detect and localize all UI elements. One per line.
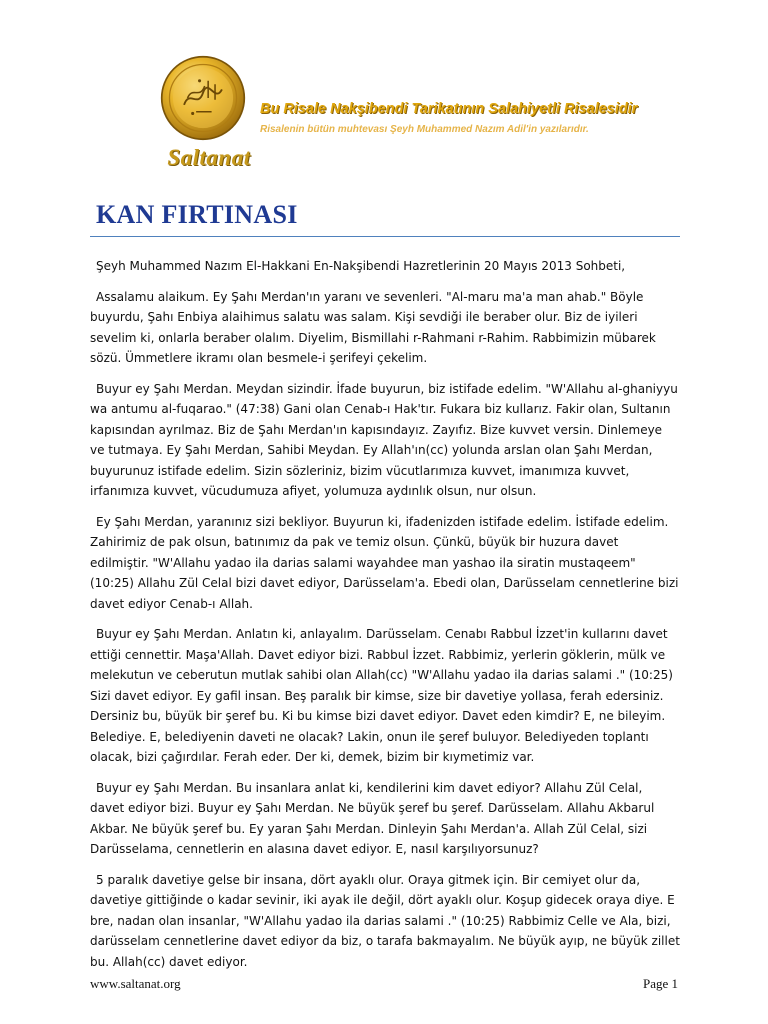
- saltanat-seal-icon: [160, 55, 246, 141]
- page-number: Page 1: [642, 976, 678, 991]
- header-tagline: Bu Risale Nakşibendi Tarikatının Salahiyetli Risalesidir: [260, 101, 638, 117]
- article-body: [90, 256, 680, 982]
- article-paragraph: Ey Şahı Merdan, yaranınız sizi bekliyor. Buyurun ki, ifadenizden istifade edelim. İstifade edelim. Zahirimiz de pak olsun, batınımız da pak ve temiz olsun. Çünkü, büyük bir huzura davet edilmiştir. "W'Allahu yadao ila darias salami wayahdee man yashao ila siratin mustaqeem" (10:25) Allahu Zül Celal bizi davet ediyor, Darüsselam'a. Ebedi olan, Darüsselam cennetlerine bizi davet ediyor Cenab-ı Allah.: [90, 514, 679, 611]
- article-title: KAN FIRTINASI: [96, 200, 298, 229]
- title-divider: [90, 236, 680, 237]
- article-paragraph: Buyur ey Şahı Merdan. Anlatın ki, anlayalım. Darüsselam. Cenabı Rabbul İzzet'in kullarını davet ettiği cennettir. Maşa'Allah. Davet ediyor bizi. Rabbul İzzet. Rabbimiz, yerlerin göklerin, mülk ve melekutun ve ceberutun mutlak sahibi olan Allah(cc) "W'Allahu yadao ila darias salami ." (10:25) Sizi davet ediyor. Ey gafil insan. Beş paralık bir kimse, size bir davetiye yollasa, ferah edersiniz. Dersiniz bu, büyük bir şeref bu. Ki bu kimse bizi davet ediyor. Davet eden kimdir? E, ne bileyim. Belediye. E, belediyenin daveti ne olacak? Lakin, onun ile şeref buluyor. Belediyeden toplantı olacak, bizi çağırdılar. Ferah eder. Der ki, demek, bizim bir kıymetimiz var.: [90, 627, 673, 764]
- header-subtagline: Risalenin bütün muhtevası Şeyh Muhammed Nazım Adil'in yazılarıdır.: [260, 124, 589, 135]
- article-paragraph: Buyur ey Şahı Merdan. Meydan sizindir. İfade buyurun, biz istifade edelim. "W'Allahu al-ghaniyyu wa antumu al-fuqarao." (47:38) Gani olan Cenab-ı Hak'tır. Fukara biz kullarız. Fakir olan, Sultanın kapısından ayrılmaz. Biz de Şahı Merdan'ın kapısındayız. Zayıfız. Bize kuvvet versin. Dinlemeye ve tutmaya. Ey Şahı Merdan, Sahibi Meydan. Ey Allah'ın(cc) yolunda arslan olan Şahı Merdan, buyurunuz istifade edelim. Sizin sözleriniz, bizim vücutlarımıza kuvvet, imanımıza kuvvet, irfanımıza kuvvet, vücudumuza afiyet, yolumuza aydınlık olsun, nur olsun.: [90, 381, 678, 498]
- article-paragraph: Assalamu alaikum. Ey Şahı Merdan'ın yaranı ve sevenleri. "Al-maru ma'a man ahab." Böyle buyurdu, Şahı Enbiya alaihimus salatu was salam. Kişi sevdiği ile beraber olur. Biz de iyileri sevelim ki, onlarla beraber olalım. Diyelim, Bismillahi r-Rahmani r-Rahim. Rabbimizin mübarek sözü. Ümmetlere ikramı olan besmele-i şerifeyi çekelim.: [90, 289, 656, 365]
- document-header: [150, 55, 690, 185]
- article-paragraph: Buyur ey Şahı Merdan. Bu insanlara anlat ki, kendilerini kim davet ediyor? Allahu Zül Celal, davet ediyor bizi. Buyur ey Şahı Merdan. Ne büyük şeref bu şeref. Darüsselam. Allahu Akbarul Akbar. Ne büyük şeref bu. Ey yaran Şahı Merdan. Dinleyin Şahı Merdan'a. Allah Zül Celal, sizi Darüsselama, cennetlerin en alasına davet ediyor. E, nasıl karşılıyorsunuz?: [90, 780, 655, 856]
- article-paragraph: 5 paralık davetiye gelse bir insana, dört ayaklı olur. Oraya gitmek için. Bir cemiyet olur da, davetiye gittiğinde o kadar sevinir, iki ayak ile değil, dört ayaklı olur. Koşup gidecek oraya diye. E bre, nadan olan insanlar, "W'Allahu yadao ila darias salami ." (10:25) Rabbimiz Celle ve Ala, bizi, darüsselam cennetlerine davet ediyor da biz, o tarafa bakmayalım. Ne büyük ayıp, ne büyük zillet bu. Allah(cc) davet ediyor.: [90, 872, 680, 969]
- footer-website-link[interactable]: www.saltanat.org: [90, 976, 181, 991]
- logo-wordmark: Saltanat: [167, 145, 251, 170]
- article-paragraph: Şeyh Muhammed Nazım El-Hakkani En-Nakşibendi Hazretlerinin 20 Mayıs 2013 Sohbeti,: [96, 259, 626, 273]
